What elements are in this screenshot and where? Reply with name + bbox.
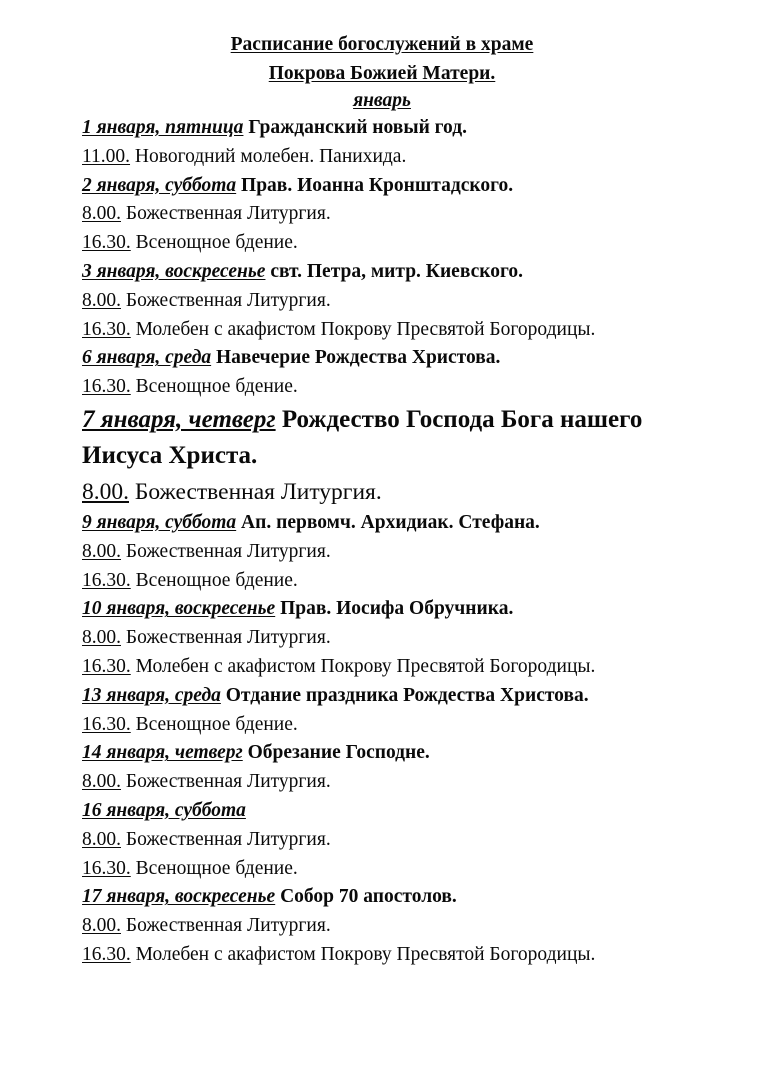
service-time: 8.00.: [82, 478, 129, 505]
event-jan-17: [82, 883, 682, 969]
service-line: [82, 624, 682, 653]
service-text: Молебен с акафистом Покрову Пресвятой Богородицы.: [135, 318, 596, 340]
event-heading: [82, 595, 682, 624]
service-line: [82, 653, 682, 682]
service-time: 16.30.: [82, 655, 131, 677]
service-text: Божественная Литургия.: [125, 771, 331, 793]
event-heading: [82, 797, 682, 826]
event-date: 9 января, суббота: [82, 511, 237, 533]
service-time: 8.00.: [82, 289, 121, 311]
service-text: Божественная Литургия.: [125, 203, 331, 225]
service-time: 11.00.: [82, 145, 131, 167]
service-time: 16.30.: [82, 857, 131, 879]
document-title-line-1: Расписание богослужений в храме: [230, 34, 534, 55]
event-date: 2 января, суббота: [82, 174, 237, 196]
event-title: Прав. Иоанна Кронштадского.: [241, 174, 514, 196]
service-line: [82, 316, 682, 345]
event-title: Прав. Иосифа Обручника.: [280, 598, 514, 620]
service-line: [82, 567, 682, 596]
service-time: 16.30.: [82, 943, 131, 965]
event-date: 10 января, воскресенье: [82, 598, 276, 620]
event-heading: [82, 509, 682, 538]
service-line: [82, 768, 682, 797]
event-jan-2: [82, 172, 682, 258]
service-time: 8.00.: [82, 828, 121, 850]
service-text: Всенощное бдение.: [135, 713, 298, 735]
service-text: Всенощное бдение.: [135, 232, 298, 254]
service-time: 8.00.: [82, 627, 121, 649]
schedule-document: [82, 30, 682, 970]
service-text: Божественная Литургия.: [125, 627, 331, 649]
service-line: [82, 826, 682, 855]
event-title: Ап. первомч. Архидиак. Стефана.: [241, 511, 540, 533]
service-time: 16.30.: [82, 232, 131, 254]
service-text: Божественная Литургия.: [125, 540, 331, 562]
event-title: Рождество Господа Бога нашего Иисуса Христа.: [82, 405, 643, 470]
service-line: [82, 287, 682, 316]
event-jan-3: [82, 258, 682, 344]
event-jan-10: [82, 595, 682, 681]
service-text: Божественная Литургия.: [125, 828, 331, 850]
event-jan-6: [82, 344, 682, 402]
event-title: Навечерие Рождества Христова.: [216, 347, 501, 369]
service-line: [82, 912, 682, 941]
month-heading: январь: [353, 90, 411, 111]
service-text: Всенощное бдение.: [135, 569, 298, 591]
service-text: Божественная Литургия.: [125, 915, 331, 937]
service-time: 16.30.: [82, 713, 131, 735]
service-line: [82, 855, 682, 884]
service-line: [82, 143, 682, 172]
event-date: 16 января, суббота: [82, 799, 246, 821]
document-title-line-2: Покрова Божией Матери.: [268, 63, 496, 84]
event-date: 13 января, среда: [82, 684, 221, 706]
event-heading: [82, 114, 682, 143]
event-date: 17 января, воскресенье: [82, 886, 276, 908]
event-title: Отдание праздника Рождества Христова.: [225, 684, 589, 706]
service-time: 8.00.: [82, 203, 121, 225]
service-time: 16.30.: [82, 318, 131, 340]
event-heading: [82, 883, 682, 912]
service-text: Всенощное бдение.: [135, 857, 298, 879]
event-heading: [82, 402, 682, 475]
event-date: 6 января, среда: [82, 347, 212, 369]
service-line: [82, 941, 682, 970]
event-heading: [82, 258, 682, 287]
event-jan-13: [82, 682, 682, 740]
event-jan-1: [82, 114, 682, 172]
service-time: 8.00.: [82, 915, 121, 937]
event-date: 7 января, четверг: [82, 405, 276, 433]
event-jan-14: [82, 739, 682, 797]
event-heading: [82, 172, 682, 201]
service-text: Молебен с акафистом Покрову Пресвятой Богородицы.: [135, 943, 596, 965]
event-date: 14 января, четверг: [82, 742, 243, 764]
event-date: 1 января, пятница: [82, 117, 244, 138]
event-date: 3 января, воскресенье: [82, 260, 266, 282]
service-text: Божественная Литургия.: [125, 289, 331, 311]
service-text: Всенощное бдение.: [135, 376, 298, 398]
service-line: [82, 200, 682, 229]
event-title: Собор 70 апостолов.: [280, 886, 457, 908]
event-jan-16: [82, 797, 682, 883]
service-text: Божественная Литургия.: [134, 478, 382, 505]
service-time: 16.30.: [82, 569, 131, 591]
service-line: [82, 373, 682, 402]
service-line: [82, 475, 682, 509]
event-title: Обрезание Господне.: [247, 742, 430, 764]
event-title: Гражданский новый год.: [248, 117, 467, 138]
service-text: Новогодний молебен. Панихида.: [134, 145, 407, 167]
event-title: свт. Петра, митр. Киевского.: [270, 260, 523, 282]
event-heading: [82, 739, 682, 768]
service-line: [82, 229, 682, 258]
event-heading: [82, 344, 682, 373]
event-jan-7-christmas: [82, 402, 682, 509]
service-time: 8.00.: [82, 540, 121, 562]
service-line: [82, 711, 682, 740]
event-jan-9: [82, 509, 682, 595]
event-heading: [82, 682, 682, 711]
service-time: 8.00.: [82, 771, 121, 793]
service-line: [82, 538, 682, 567]
service-time: 16.30.: [82, 376, 131, 398]
service-text: Молебен с акафистом Покрову Пресвятой Богородицы.: [135, 655, 596, 677]
